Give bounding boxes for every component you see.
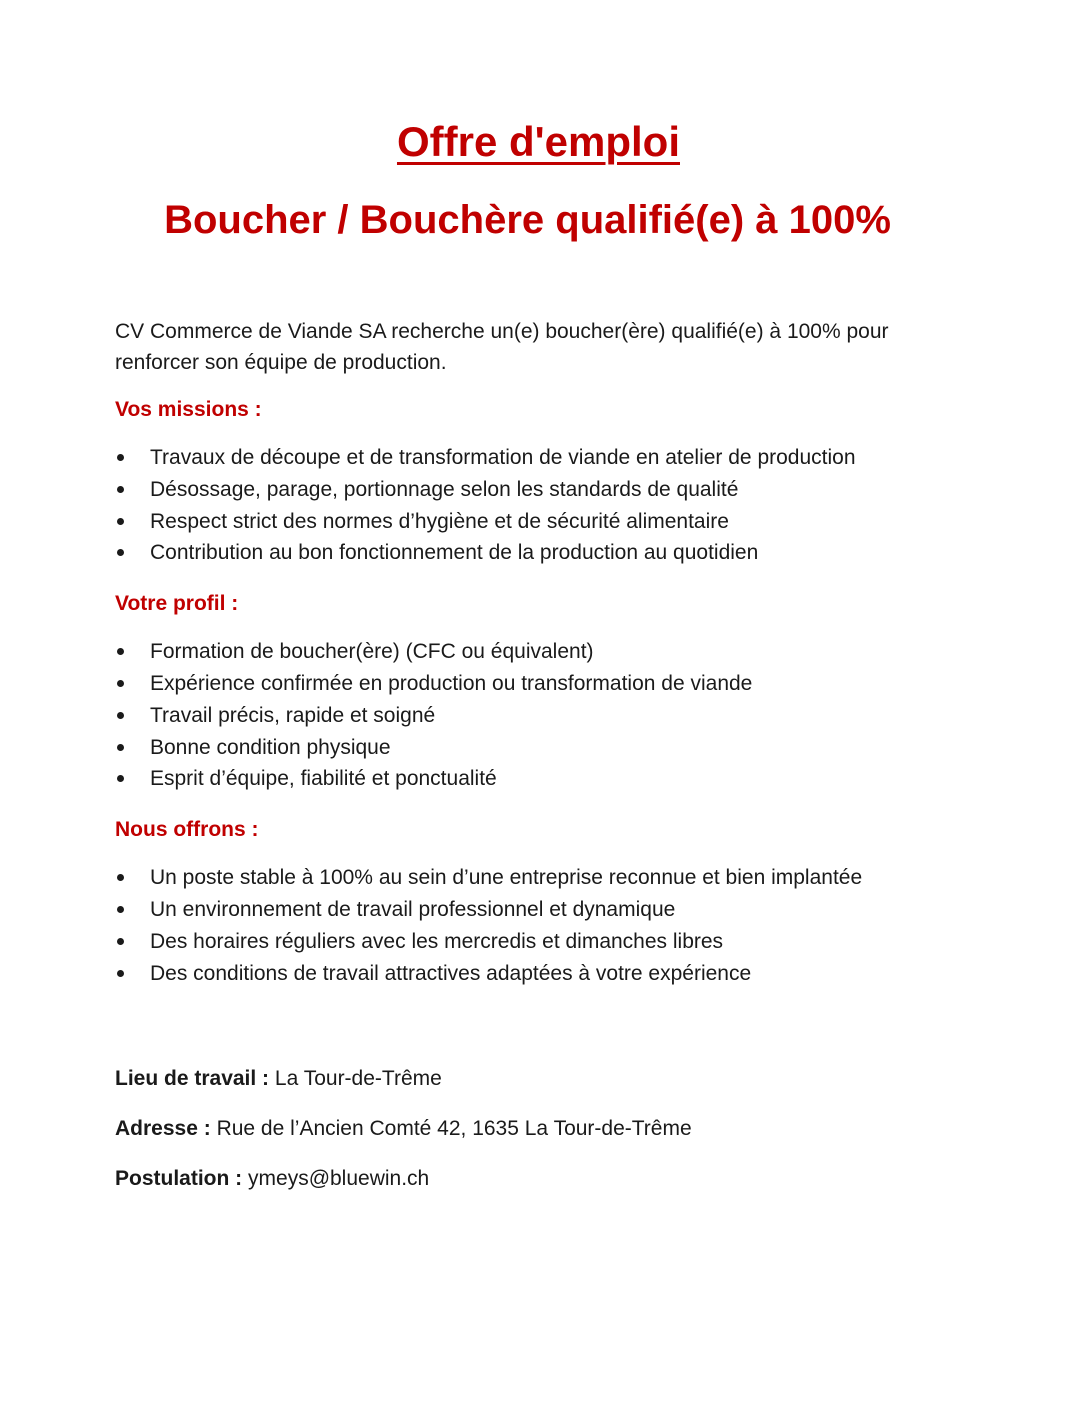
list-item-text: Travail précis, rapide et soigné	[150, 703, 436, 727]
workplace-value: La Tour-de-Trême	[274, 1067, 442, 1090]
section-profile	[115, 590, 995, 795]
intro-paragraph: CV Commerce de Viande SA recherche un(e) boucher(ère) qualifié(e) à 100% pour renforcer son équipe de production.	[115, 320, 889, 374]
bullet-icon	[117, 744, 124, 751]
application-label: Postulation :	[115, 1167, 243, 1190]
bullet-icon	[117, 874, 124, 881]
list-item-text: Expérience confirmée en production ou transformation de viande	[150, 671, 753, 695]
list-item-text: Respect strict des normes d’hygiène et de sécurité alimentaire	[150, 509, 729, 533]
profile-list	[115, 636, 995, 795]
section-missions	[115, 396, 995, 569]
bullet-icon	[117, 518, 124, 525]
list-item	[115, 862, 995, 894]
missions-list	[115, 442, 995, 569]
address-value: Rue de l’Ancien Comté 42, 1635 La Tour-de-Trême	[216, 1117, 692, 1140]
section-heading-missions: Vos missions :	[115, 398, 262, 421]
address-label: Adresse :	[115, 1117, 211, 1140]
bullet-icon	[117, 486, 124, 493]
list-item-text: Bonne condition physique	[150, 735, 391, 759]
list-item-text: Esprit d’équipe, fiabilité et ponctualité	[150, 767, 497, 791]
section-heading-offer: Nous offrons :	[115, 818, 259, 842]
list-item	[115, 474, 995, 506]
workplace-label: Lieu de travail :	[115, 1067, 270, 1090]
section-offer	[115, 816, 995, 989]
job-title: Boucher / Bouchère qualifié(e) à 100%	[164, 198, 891, 242]
list-item-text: Un poste stable à 100% au sein d’une entreprise reconnue et bien implantée	[150, 866, 863, 890]
bullet-icon	[117, 454, 124, 461]
page-title: Offre d'emploi	[396, 118, 680, 165]
contact-details	[115, 1065, 995, 1215]
bullet-icon	[117, 680, 124, 687]
list-item	[115, 763, 995, 795]
list-item	[115, 958, 995, 990]
workplace-line	[115, 1065, 995, 1093]
list-item	[115, 926, 995, 958]
list-item	[115, 894, 995, 926]
list-item	[115, 700, 995, 732]
offer-list	[115, 862, 995, 989]
list-item-text: Travaux de découpe et de transformation de viande en atelier de production	[150, 446, 856, 469]
main-content	[115, 316, 995, 1010]
list-item-text: Désossage, parage, portionnage selon les standards de qualité	[150, 477, 739, 501]
bullet-icon	[117, 906, 124, 913]
list-item-text: Des horaires réguliers avec les mercredis et dimanches libres	[150, 929, 724, 953]
list-item	[115, 636, 995, 668]
section-heading-profile: Votre profil :	[115, 592, 239, 616]
list-item	[115, 506, 995, 538]
application-email[interactable]: ymeys@bluewin.ch	[248, 1167, 430, 1190]
list-item	[115, 732, 995, 764]
bullet-icon	[117, 648, 124, 655]
application-line	[115, 1165, 995, 1193]
list-item-text: Formation de boucher(ère) (CFC ou équivalent)	[150, 640, 594, 664]
list-item-text: Des conditions de travail attractives adaptées à votre expérience	[150, 961, 752, 985]
list-item-text: Contribution au bon fonctionnement de la production au quotidien	[150, 541, 759, 565]
list-item	[115, 668, 995, 700]
address-line	[115, 1115, 995, 1143]
bullet-icon	[117, 938, 124, 945]
list-item-text: Un environnement de travail professionnel et dynamique	[150, 897, 676, 921]
bullet-icon	[117, 549, 124, 556]
list-item	[115, 442, 995, 474]
list-item	[115, 537, 995, 569]
bullet-icon	[117, 775, 124, 782]
bullet-icon	[117, 712, 124, 719]
bullet-icon	[117, 970, 124, 977]
